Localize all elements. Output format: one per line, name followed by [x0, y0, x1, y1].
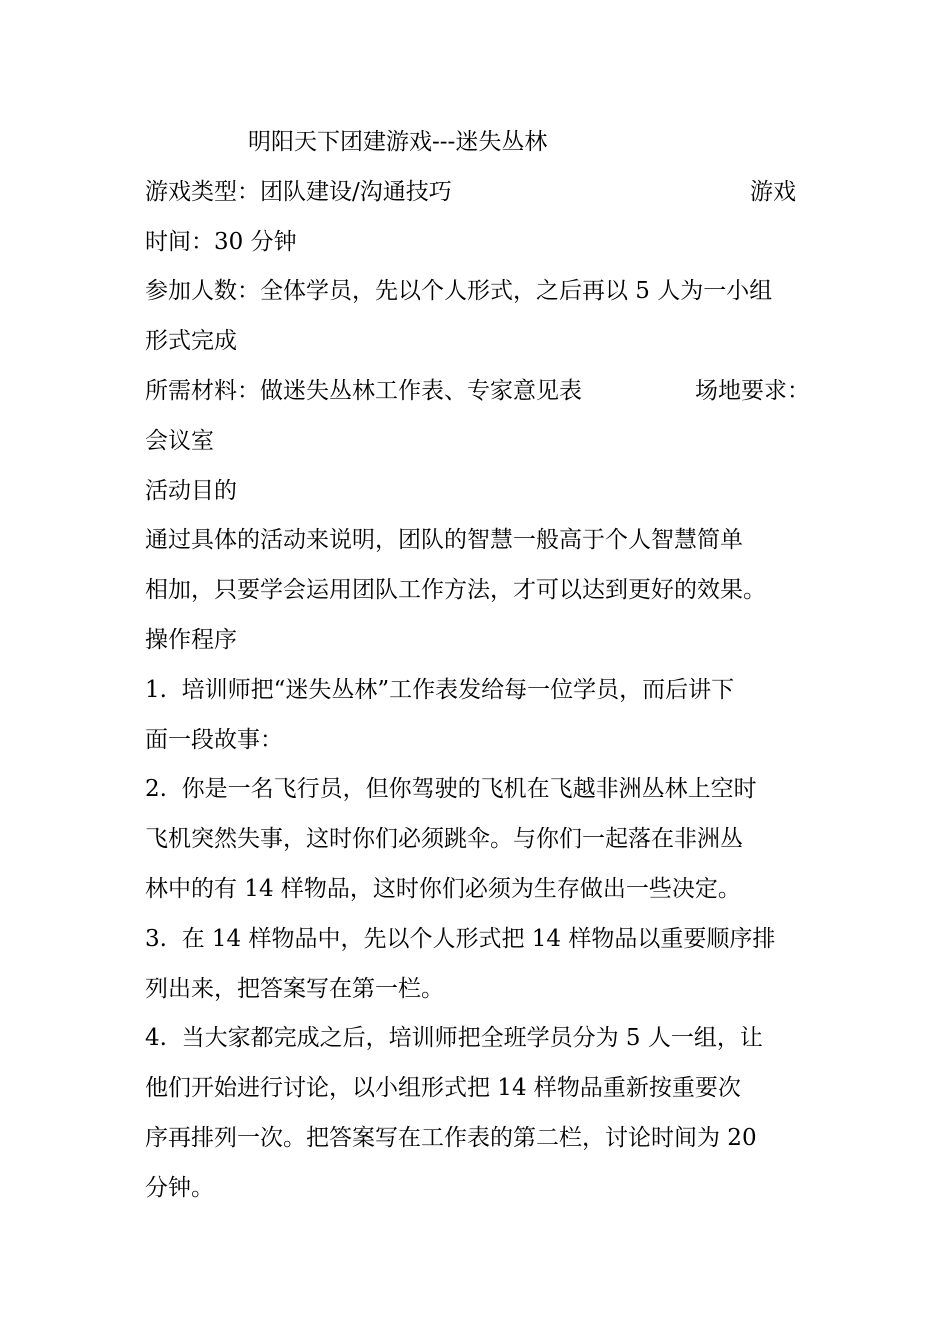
procedure-line: 列出来，把答案写在第一栏。 [145, 975, 444, 1002]
participants-line-1: 参加人数：全体学员，先以个人形式，之后再以 5 人为一小组 [145, 278, 773, 305]
procedure-line: 序再排列一次。把答案写在工作表的第二栏，讨论时间为 20 [145, 1124, 757, 1151]
materials-label: 所需材料：做迷失丛林工作表、专家意见表 [145, 377, 582, 404]
purpose-heading: 活动目的 [145, 477, 237, 504]
game-time: 时间：30 分钟 [145, 228, 297, 255]
participants-line-2: 形式完成 [145, 328, 237, 355]
materials-line [145, 367, 810, 417]
game-type-line [145, 168, 810, 218]
game-time-prefix: 游戏 [750, 178, 796, 205]
procedure-line: 2. 你是一名飞行员，但你驾驶的飞机在飞越非洲丛林上空时 [145, 776, 757, 803]
procedure-line: 3. 在 14 样物品中，先以个人形式把 14 样物品以重要顺序排 [145, 925, 776, 952]
purpose-text-line-2: 相加，只要学会运用团队工作方法，才可以达到更好的效果。 [145, 577, 766, 604]
procedure-line: 飞机突然失事，这时你们必须跳伞。与你们一起落在非洲丛 [145, 826, 743, 853]
procedure-line: 分钟。 [145, 1174, 214, 1201]
procedure-heading: 操作程序 [145, 626, 237, 653]
procedure-line: 1. 培训师把“迷失丛林”工作表发给每一位学员，而后讲下 [145, 676, 735, 703]
procedure-line: 面一段故事： [145, 726, 283, 753]
document-body [145, 118, 810, 1214]
game-type-label: 游戏类型：团队建设/沟通技巧 [145, 178, 452, 205]
procedure-line: 他们开始进行讨论，以小组形式把 14 样物品重新按重要次 [145, 1075, 741, 1102]
venue: 会议室 [145, 427, 214, 454]
document-title: 明阳天下团建游戏---迷失丛林 [248, 129, 548, 155]
procedure-line: 4. 当大家都完成之后，培训师把全班学员分为 5 人一组，让 [145, 1025, 763, 1052]
venue-prefix: 场地要求： [695, 377, 810, 404]
procedure-line: 林中的有 14 样物品，这时你们必须为生存做出一些决定。 [145, 875, 741, 902]
purpose-text-line-1: 通过具体的活动来说明，团队的智慧一般高于个人智慧简单 [145, 527, 743, 554]
